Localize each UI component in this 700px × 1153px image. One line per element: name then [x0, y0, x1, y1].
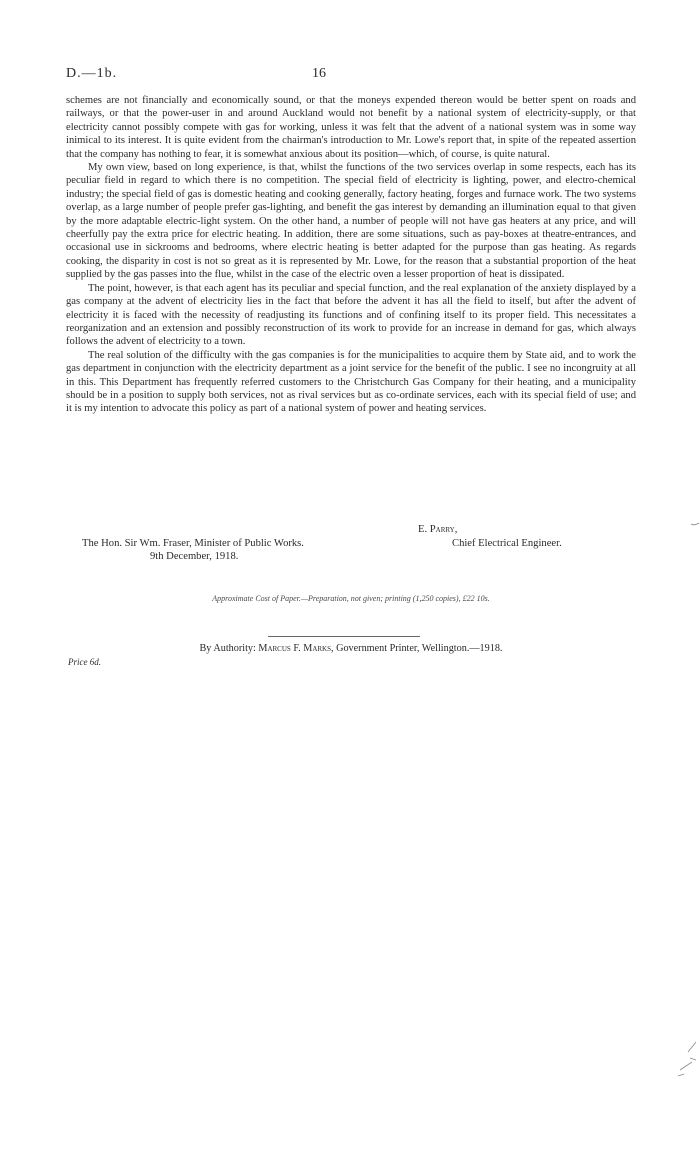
printer-name: Marcus F. Marks,	[258, 643, 334, 654]
scan-mark-bottom-right	[672, 1040, 698, 1080]
paragraph: My own view, based on long experience, is that, whilst the functions of the two services overlap in some respects, each has its peculiar field in regard to which there is no competition. The special field of electricity is lighting, power, and electro-chemical industry; the special field of gas is domestic heating and cooking generally, factory heating, forges and furnace work. The two systems overlap, as a large number of people prefer gas-lighting, and benefit the gas interest by demanding an illumination equal to that given by the more adaptable electric-light system. On the other hand, a number of people will not have gas heaters at any price, and will cheerfully pay the extra price for electric heating. In addition, there are some situations, such as pay-boxes at theatre-entrances, and occasional use in sickrooms and bedrooms, where electric heating is better adapted for the purpose than gas heating. As regards cooking, the disparity in cost is not so great as it is represented by Mr. Lowe, for the reason that a substantial proportion of the heat supplied by the gas passes into the flue, whilst in the case of the electric oven a lesser proportion of heat is dissipated.	[66, 162, 636, 281]
scan-mark-right	[690, 520, 700, 528]
signatory-title: Chief Electrical Engineer.	[452, 538, 562, 549]
printer-imprint	[66, 643, 636, 654]
signature-block	[66, 524, 636, 564]
paragraph: The point, however, is that each agent has its peculiar and special function, and the real explanation of the anxiety displayed by a gas company at the advent of electricity lies in the fact that before the advent it has all the field to itself, but after the advent of electricity it is faced with the necessity of readjusting its functions and of confining itself to its proper field. This necessitates a reorganization and an extension and possibly reconstruction of its work to provide for an increase in demand for gas, which always follows the advent of electricity to a town.	[66, 282, 636, 348]
page-number: 16	[312, 66, 326, 81]
paragraph-continuation: schemes are not financially and economically sound, or that the moneys expended thereon would be better spent on roads and railways, or that the power-user in and around Auckland would not benefit by a national system of electricity-supply, or that electricity cannot possibly compete with gas for working, unless it was felt that the advent of a national system was in some way inimical to its interest. It is quite evident from the chairman's introduction to Mr. Lowe's report that, in spite of the repeated assertion that the company has nothing to fear, it is somewhat anxious about its position—which, of course, is quite natural.	[66, 95, 636, 160]
imprint-suffix: Government Printer, Wellington.—1918.	[336, 643, 503, 654]
imprint-prefix: By Authority:	[199, 643, 256, 654]
letter-date: 9th December, 1918.	[150, 551, 239, 562]
cost-of-paper-note: Approximate Cost of Paper.—Preparation, not given; printing (1,250 copies), £22 10s.	[212, 594, 490, 603]
document-reference: D.—1b.	[66, 66, 118, 81]
page-header	[66, 66, 636, 84]
paragraph: The real solution of the difficulty with the gas companies is for the municipalities to acquire them by State aid, and to work the gas department in conjunction with the electricity department as a joint service for the benefit of the public. I see no incongruity at all in this. This Department has frequently referred customers to the Christchurch Gas Company for their heating, and a municipality should be in a position to supply both services, not as rival services but as co-ordinate services, each with its special field of use; and it is my intention to advocate this policy as part of a national system of power and heating services.	[66, 349, 636, 415]
divider-rule	[268, 636, 420, 637]
addressee: The Hon. Sir Wm. Fraser, Minister of Public Works.	[82, 538, 304, 549]
report-body	[66, 94, 636, 416]
price-label: Price 6d.	[68, 657, 101, 667]
signatory-name: E. Parry,	[418, 524, 458, 535]
